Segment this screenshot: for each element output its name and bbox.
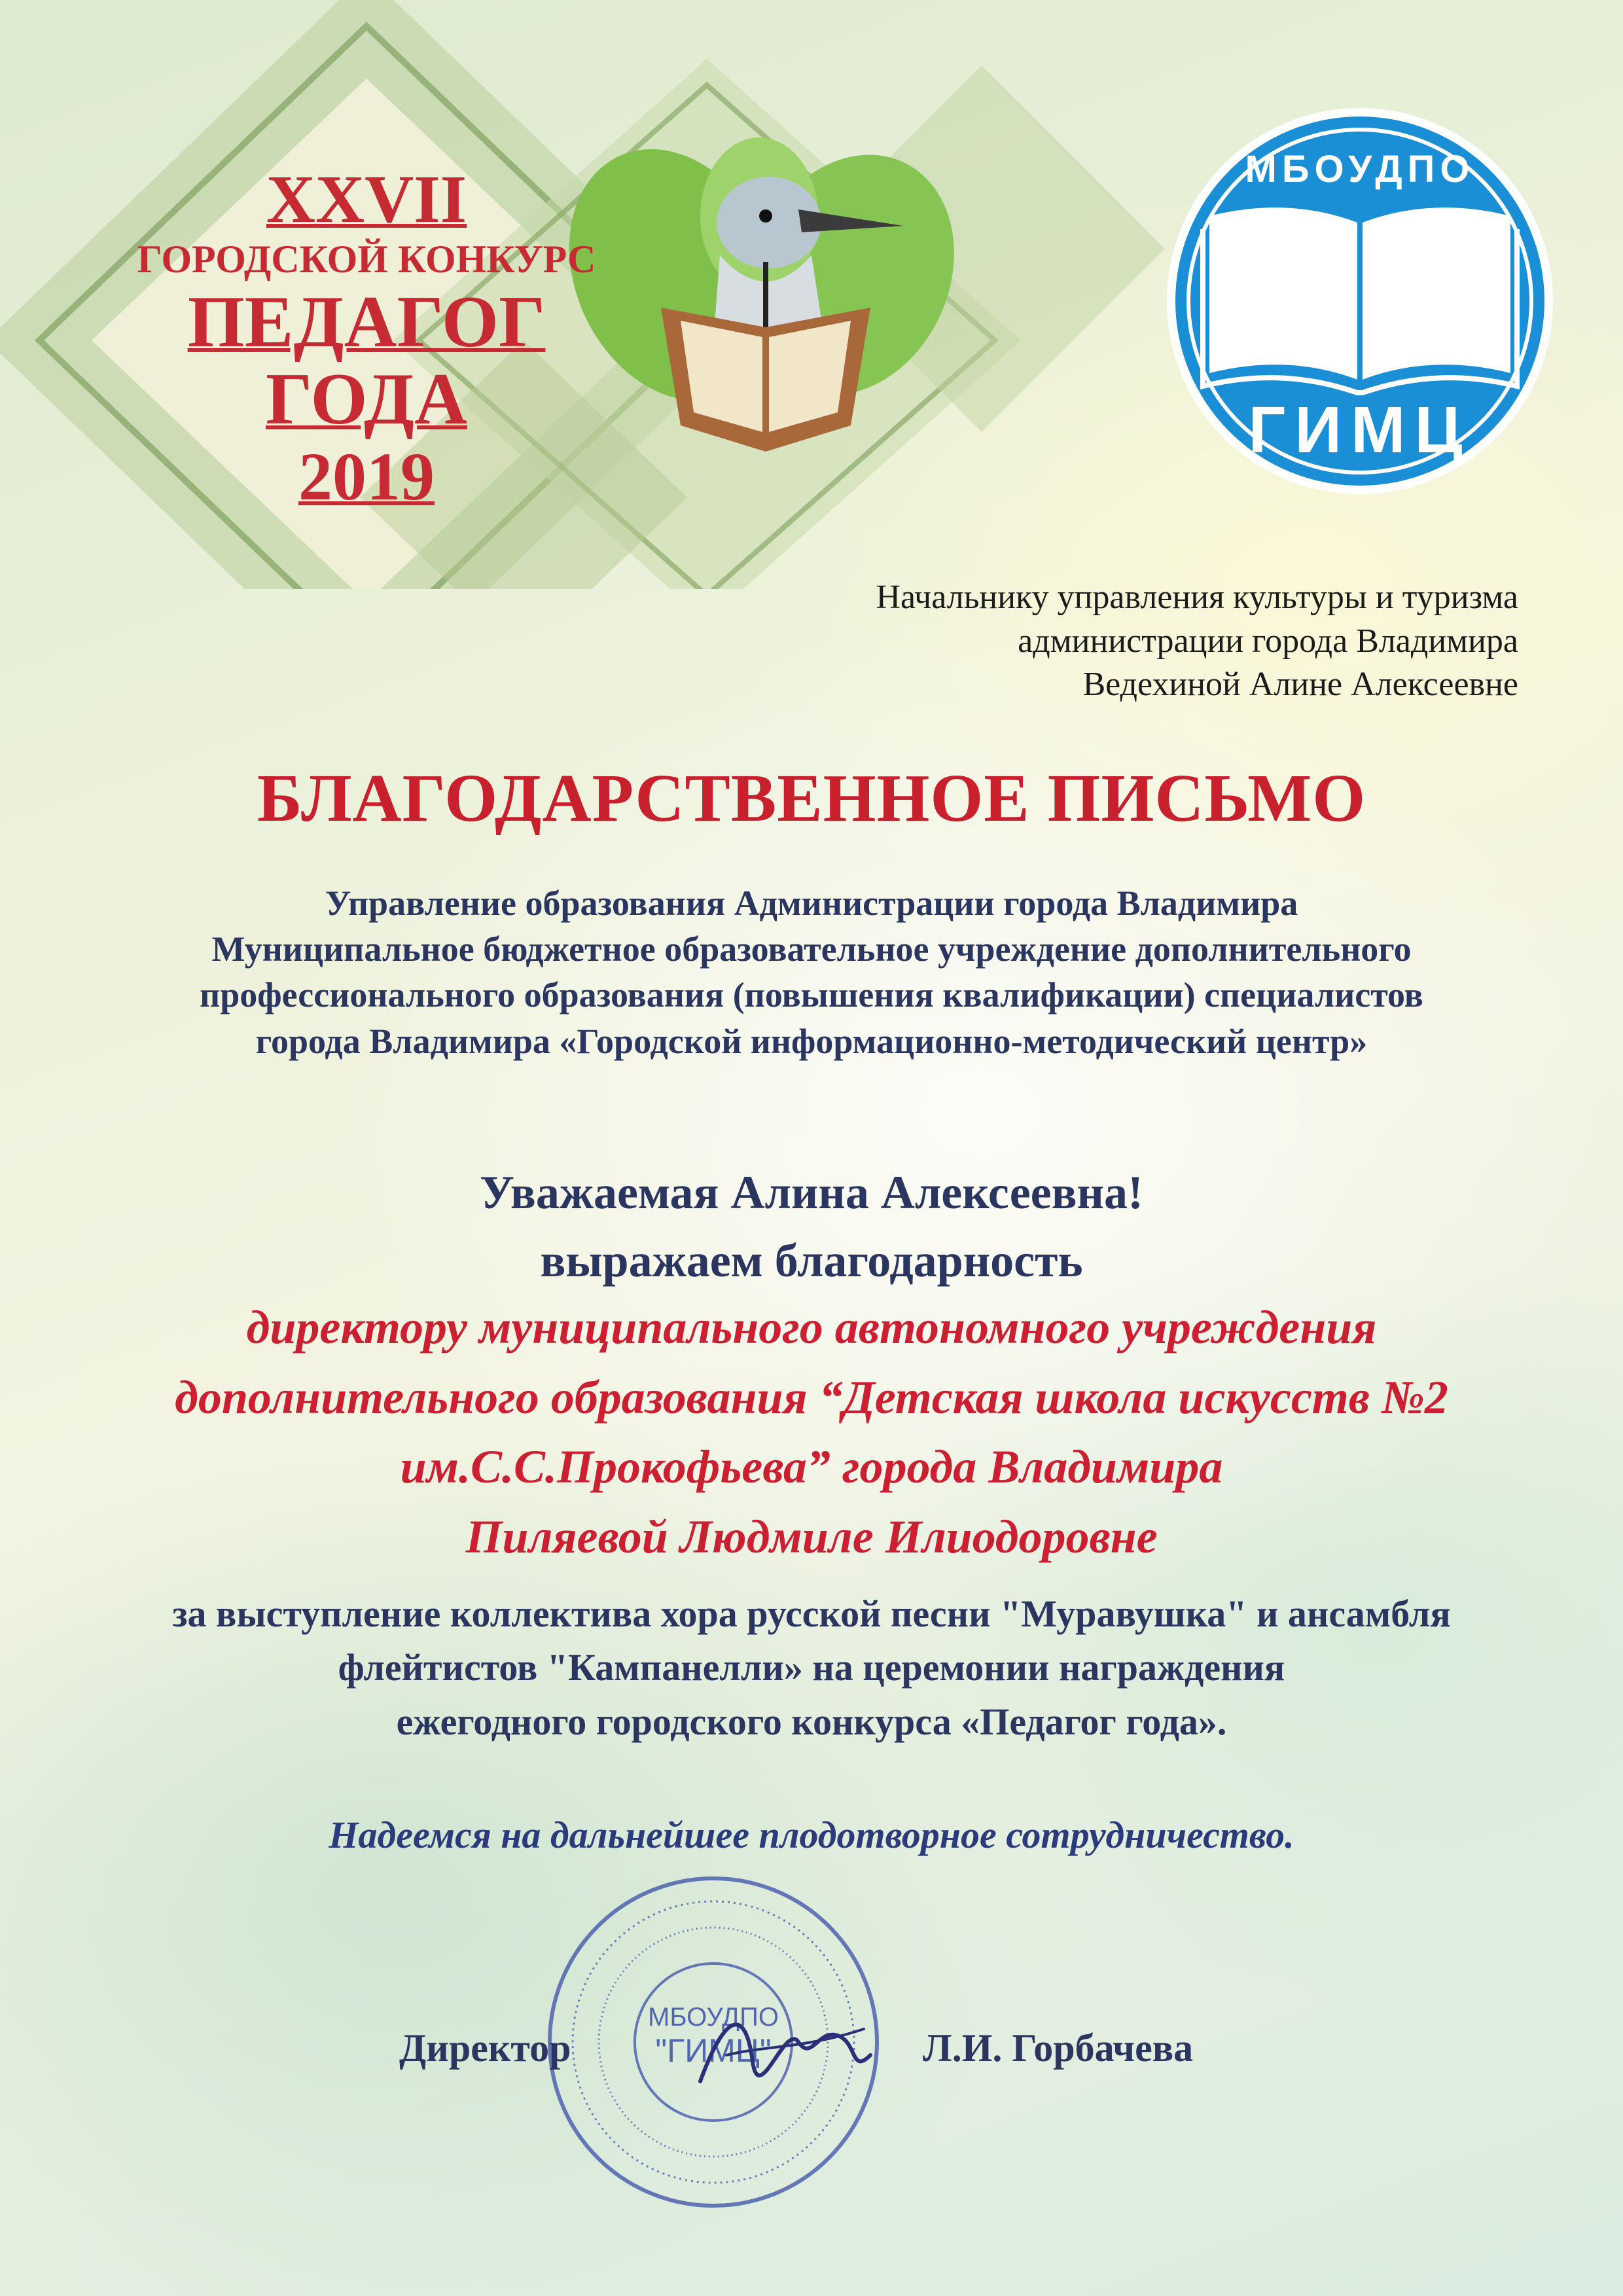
issuer-block: [131, 880, 1492, 1064]
addressee-block: [602, 576, 1518, 707]
document-title: БЛАГОДАРСТВЕННОЕ ПИСЬМО: [257, 761, 1366, 836]
contest-title: ПЕДАГОГ ГОДА: [187, 281, 546, 440]
contest-number: XXVII: [266, 162, 467, 237]
contest-year: 2019: [298, 439, 435, 515]
logo-top-text: МБОУДПО: [1245, 148, 1475, 190]
salutation: Уважаемая Алина Алексеевна!: [480, 1166, 1143, 1219]
logo-bottom-text: ГИМЦ: [1248, 393, 1472, 467]
issuer-line: Муниципальное бюджетное образовательное учреждение дополнительного: [211, 929, 1412, 969]
reason-line: флейтистов "Кампанелли» на церемонии награждения: [338, 1646, 1285, 1689]
reason-line: за выступление коллектива хора русской песни "Муравушка" и ансамбля: [172, 1592, 1451, 1635]
recipient-block: [39, 1293, 1584, 1571]
recipient-position: директору муниципального автономного учреждения: [246, 1301, 1377, 1354]
contest-subtitle: ГОРОДСКОЙ КОНКУРС: [137, 238, 596, 281]
gratitude-expression: выражаем благодарность: [540, 1234, 1083, 1287]
stamp-inner-text: "ГИМЦ": [655, 2032, 772, 2069]
addressee-line: Начальнику управления культуры и туризма: [876, 579, 1518, 616]
reason-line: ежегодного городского конкурса «Педагог года».: [396, 1700, 1227, 1743]
issuer-line: города Владимира «Городской информационно-методический центр»: [255, 1021, 1368, 1061]
handwritten-signature: [687, 1983, 883, 2114]
signatory-name: Л.И. Горбачева: [923, 2026, 1194, 2070]
closing-text: Надеемся на дальнейшее плодотворное сотрудничество.: [329, 1814, 1294, 1856]
addressee-line: администрации города Владимира: [1018, 622, 1518, 660]
issuer-line: профессионального образования (повышения квалификации) специалистов: [200, 975, 1423, 1015]
signatory-role: Директор: [399, 2026, 571, 2070]
recipient-organization: дополнительного образования “Детская школа искусств №2: [175, 1371, 1448, 1424]
greeting-block: [0, 1158, 1623, 1295]
issuer-line: Управление образования Администрации города Владимира: [325, 884, 1298, 923]
recipient-organization-city: им.С.С.Прокофьева” города Владимира: [400, 1441, 1223, 1494]
recipient-name: Пиляевой Людмиле Илиодоровне: [465, 1510, 1158, 1563]
contest-heading: [79, 164, 654, 516]
reason-block: [39, 1587, 1584, 1749]
addressee-name: Ведехиной Алине Алексеевне: [1082, 666, 1518, 704]
stamp-inner-text: МБОУДПО: [648, 2003, 779, 2032]
